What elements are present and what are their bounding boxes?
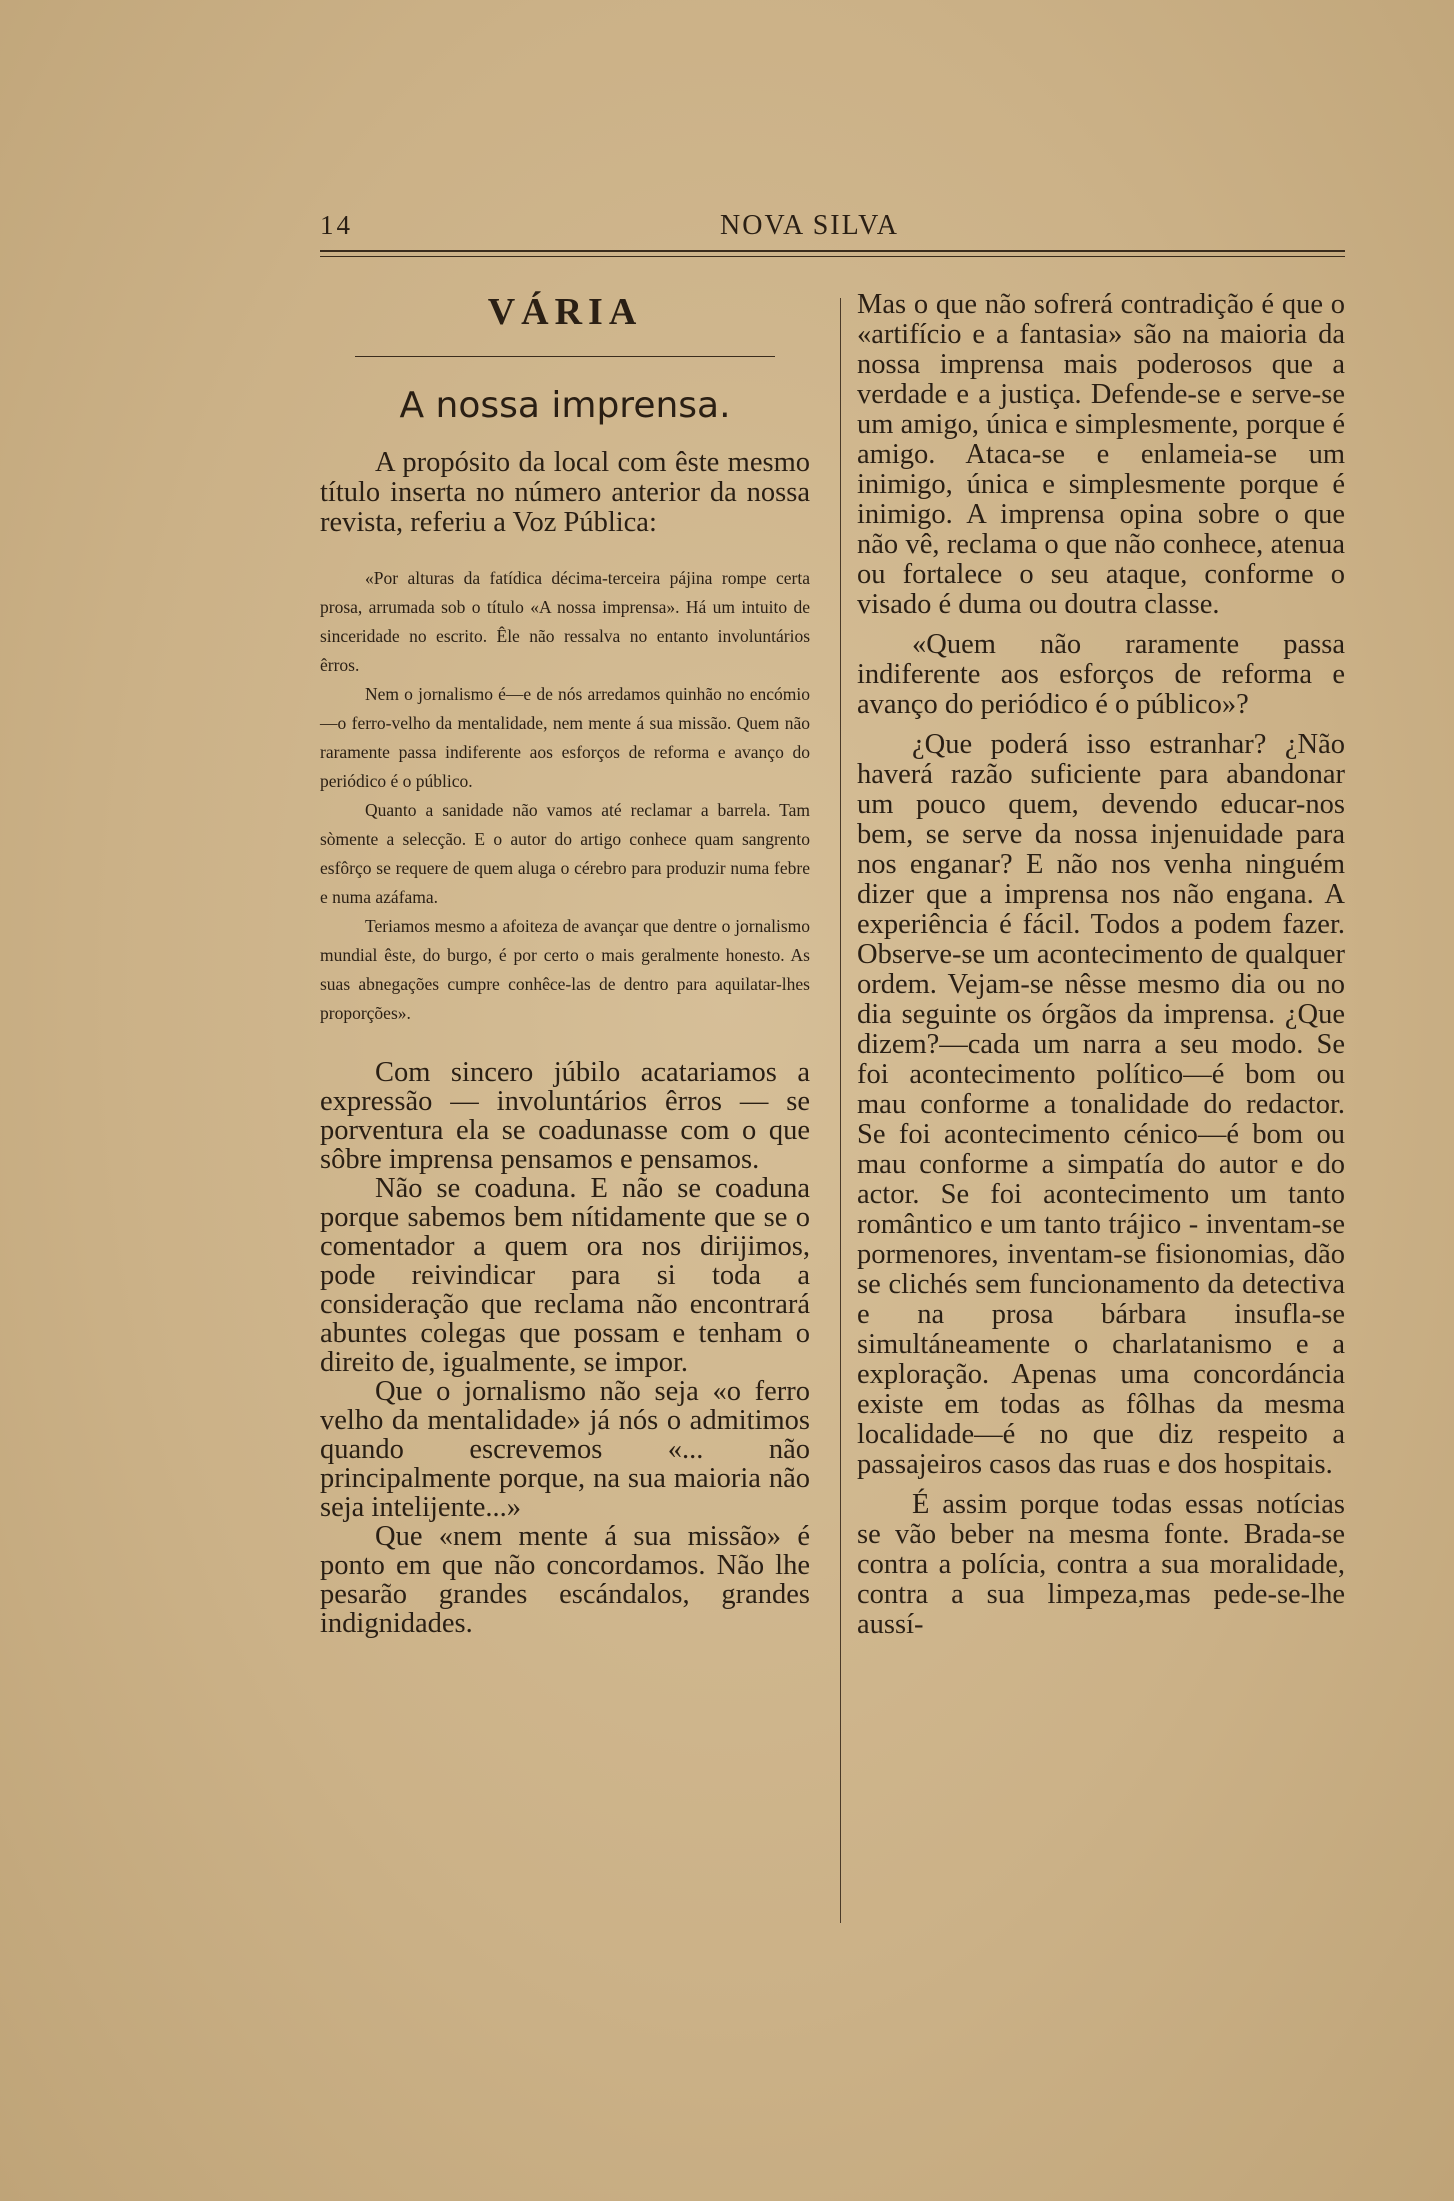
- page-header: [320, 210, 1345, 250]
- section-title: VÁRIA: [487, 291, 643, 333]
- body-paragraph: Mas o que não sofrerá contradição é que o «artifício e a fantasia» são na maioria da nossa imprensa mais poderosos que a verdade e a justiça. Defende-se e serve-se um amigo, única e simplesmente, porque é amigo. Ataca-se e enlameia-se um inimigo, única e simplesmente porque é inimigo. A imprensa opina sobre o que não vê, reclama o que não conhece, atenua ou fortalece o seu ataque, conforme o visado é duma ou doutra classe.: [857, 289, 1345, 620]
- article-lead: A propósito da local com êste mesmo título inserta no número anterior da nossa revista, referiu a Voz Pública:: [320, 447, 810, 538]
- body-paragraph: Com sincero júbilo acatariamos a expressão — involuntários êrros — se porventura ela se coadunasse com o que sôbre imprensa pensamos e pensamos.: [320, 1057, 810, 1175]
- left-column: [320, 290, 810, 1638]
- column-divider: [840, 298, 841, 1923]
- journal-title: NOVA SILVA: [720, 210, 899, 241]
- page-number: 14: [320, 210, 353, 240]
- quote-paragraph: Teriamos mesmo a afoiteza de avançar que dentre o jornalismo mundial êste, do burgo, é por certo o mais geralmente honesto. As suas abnegações cumpre conhêce-las de dentro para aquilatar-lhes proporções».: [320, 916, 810, 1023]
- quote-paragraph: Quanto a sanidade não vamos até reclamar a barrela. Tam sòmente a selecção. E o autor do artigo conhece quam sangrento esfôrço se requere de quem aluga o cérebro para produzir numa febre e numa azáfama.: [320, 800, 810, 907]
- left-body-text: [320, 1058, 810, 1638]
- body-paragraph: Que «nem mente á sua missão» é ponto em que não concordamos. Não lhe pesarão grandes escándalos, grandes indignidades.: [320, 1521, 810, 1639]
- body-paragraph: ¿Que poderá isso estranhar? ¿Não haverá razão suficiente para abandonar um pouco quem, devendo educar-nos bem, se serve da nossa injenuidade para nos enganar? E não nos venha ninguém dizer que a imprensa nos não engana. A experiência é fácil. Todos a podem fazer. Observe-se um acontecimento de qualquer ordem. Vejam-se nêsse mesmo dia ou no dia seguinte os órgãos da imprensa. ¿Que dizem?—cada um narra a seu modo. Se foi acontecimento político—é bom ou mau conforme a tonalidade do redactor. Se foi acontecimento cénico—é bom ou mau conforme a simpatía do autor e do actor. Se foi acontecimento um tanto romântico e um tanto trájico - inventam-se pormenores, inventam-se fisionomias, dão se clichés sem funcionamento da detectiva e na prosa bárbara insufla-se simultáneamente o charlatanismo e a exploração. Apenas uma concordáncia existe em todas as fôlhas da mesma localidade—é no que diz respeito a passajeiros casos das ruas e dos hospitais.: [857, 729, 1345, 1480]
- body-paragraph: Não se coaduna. E não se coaduna porque sabemos bem nítidamente que se o comentador a quem ora nos dirijimos, pode reivindicar para si toda a consideração que reclama não encontrará abuntes colegas que possam e tenham o direito de, igualmente, se impor.: [320, 1173, 810, 1378]
- article-title: A nossa imprensa.: [399, 385, 731, 426]
- header-rule: [320, 250, 1345, 252]
- quoted-excerpt: [320, 564, 810, 1028]
- header-rule-thin: [320, 256, 1345, 257]
- body-paragraph: É assim porque todas essas notícias se vão beber na mesma fonte. Brada-se contra a polícia, contra a sua moralidade, contra a sua limpeza,mas pede-se-lhe aussí-: [857, 1489, 1345, 1640]
- body-paragraph: «Quem não raramente passa indiferente aos esforços de reforma e avanço do periódico é o público»?: [857, 629, 1345, 720]
- right-column: [857, 290, 1345, 1650]
- body-paragraph: Que o jornalismo não seja «o ferro velho da mentalidade» já nós o admitimos quando escrevemos «... não principalmente porque, na sua maioria não seja intelijente...»: [320, 1376, 810, 1523]
- quote-paragraph: Nem o jornalismo é—e de nós arredamos quinhão no encómio—o ferro-velho da mentalidade, nem mente á sua missão. Quem não raramente passa indiferente aos esforços de reforma e avanço do periódico é o público.: [320, 684, 810, 791]
- quote-paragraph: «Por alturas da fatídica décima-terceira pájina rompe certa prosa, arrumada sob o título «A nossa imprensa». Há um intuito de sinceridade no escrito. Êle não ressalva no entanto involuntários êrros.: [320, 568, 810, 675]
- section-rule: [355, 356, 775, 357]
